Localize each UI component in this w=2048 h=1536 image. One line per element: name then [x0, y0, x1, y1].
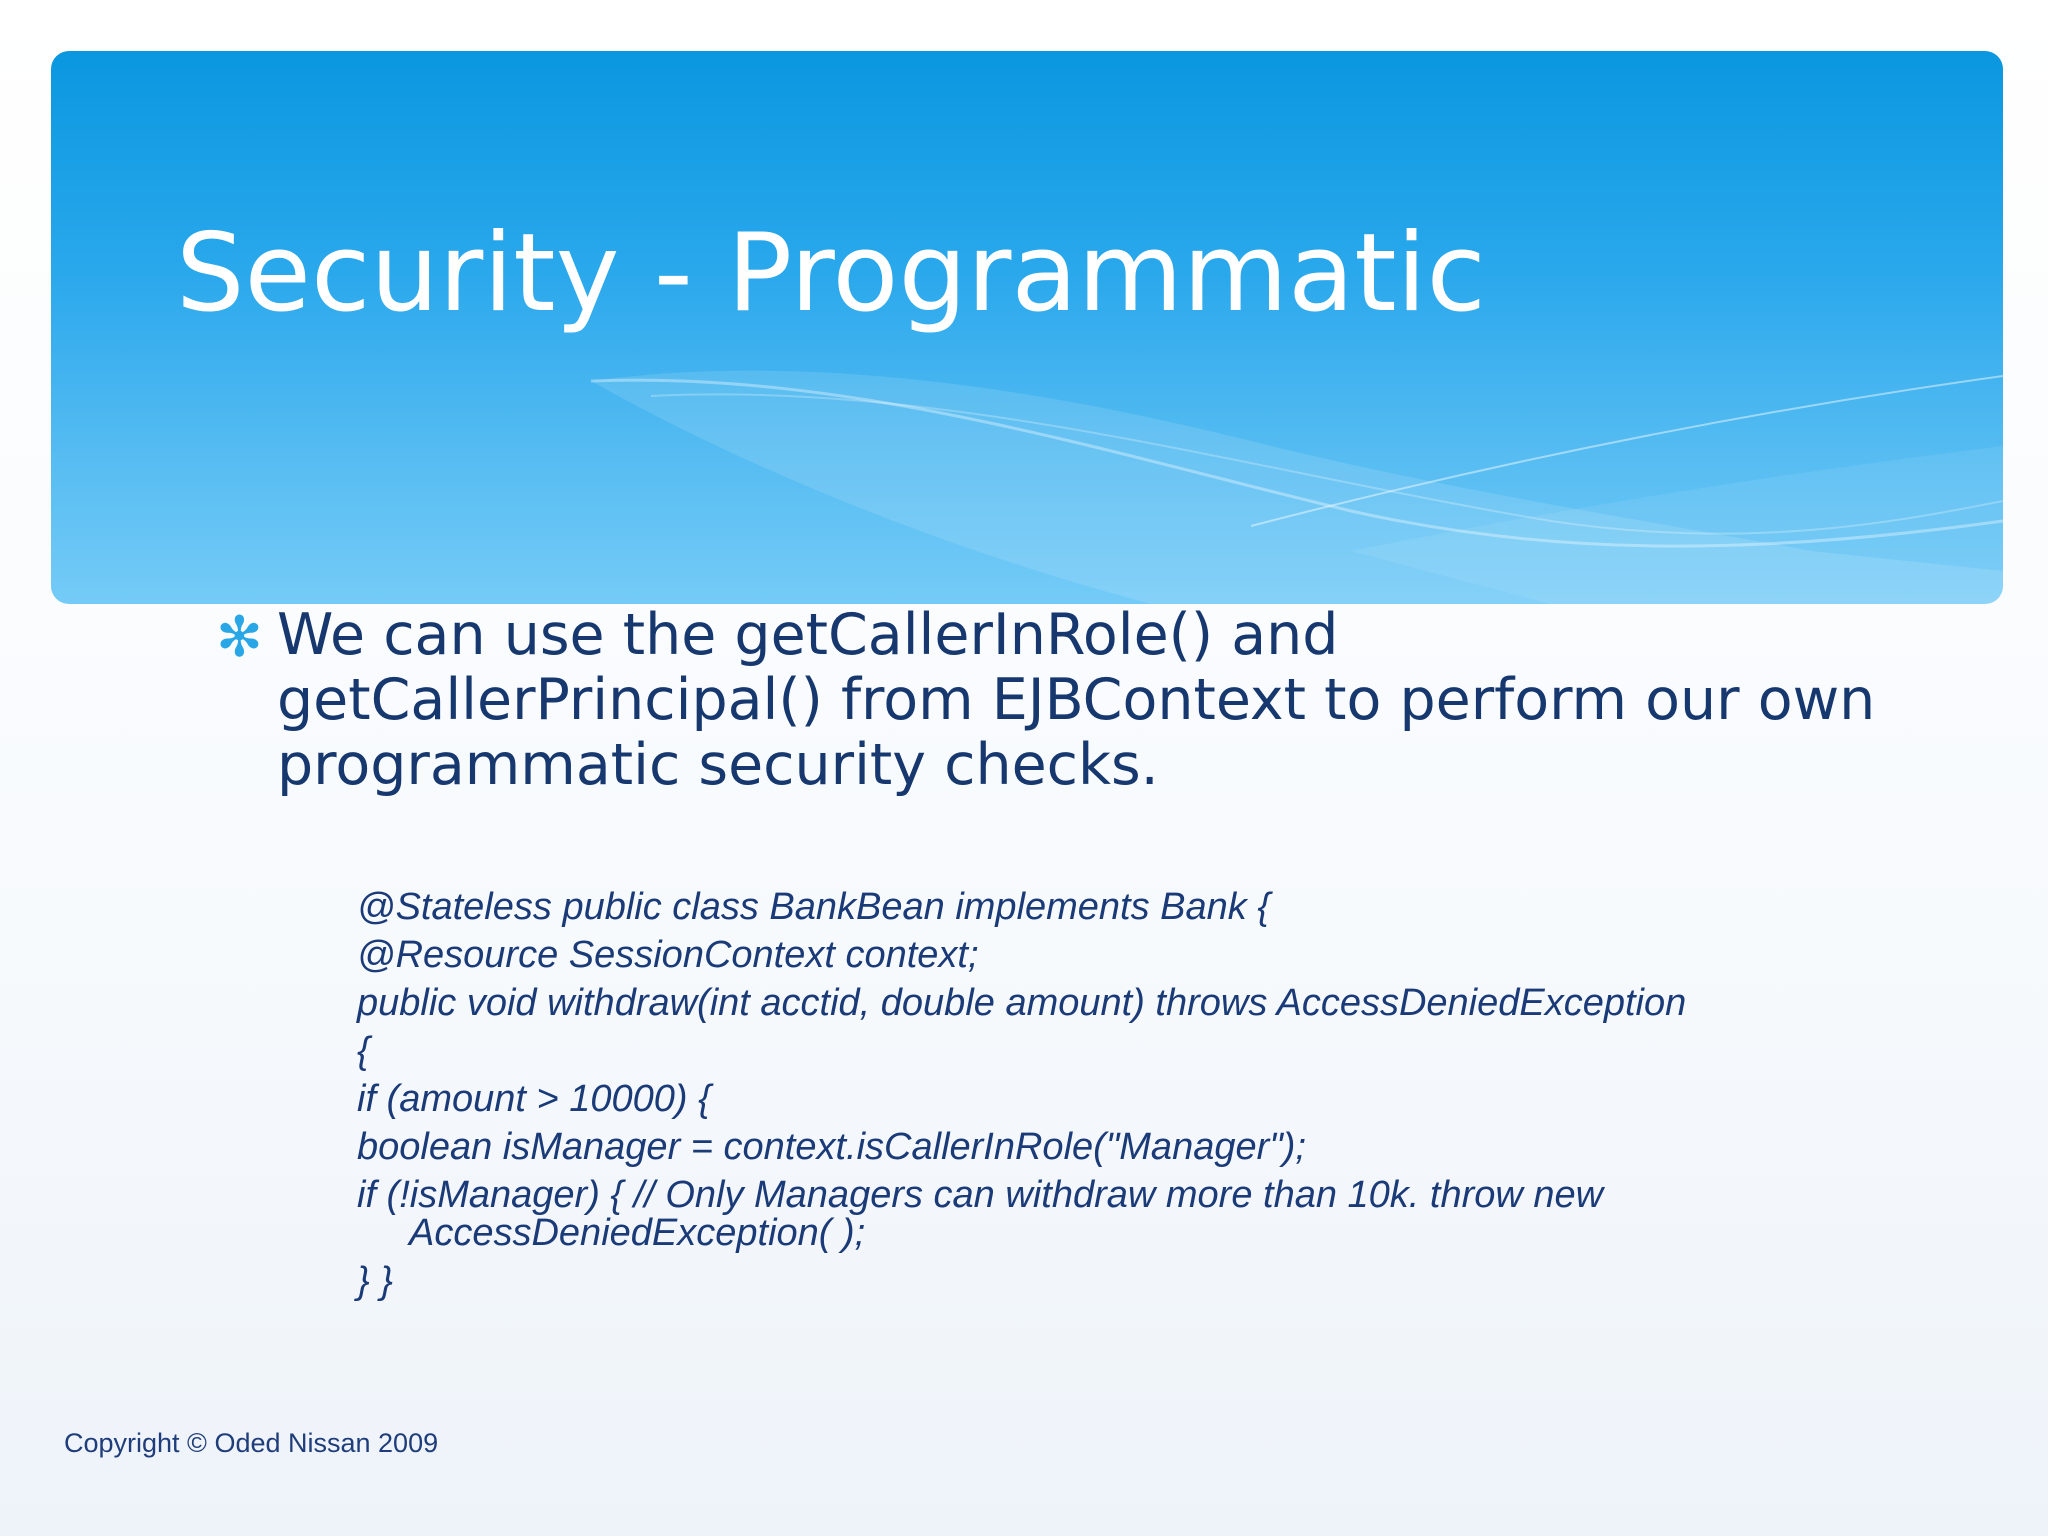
bullet-text: We can use the getCallerInRole() and getCallerPrincipal() from EJBContext to perform our own programmatic security checks. [277, 602, 1876, 798]
code-line: public void withdraw(int acctid, double amount) throws AccessDeniedException [357, 982, 1687, 1024]
code-line: if (!isManager) { // Only Managers can withdraw more than 10k. throw new [357, 1174, 1604, 1216]
code-line: { [357, 1030, 370, 1072]
code-line: @Resource SessionContext context; [357, 934, 979, 976]
copyright-footer: Copyright © Oded Nissan 2009 [64, 1428, 439, 1458]
slide-title: Security - Programmatic [176, 211, 1486, 336]
code-snippet [357, 888, 1857, 1310]
code-line: @Stateless public class BankBean implements Bank { [357, 886, 1271, 928]
code-line-wrapped [357, 1176, 1857, 1252]
header-band [51, 51, 2003, 604]
asterisk-bullet-icon: ✻ [216, 605, 263, 670]
code-line: boolean isManager = context.isCallerInRole("Manager"); [357, 1126, 1306, 1168]
code-line: if (amount > 10000) { [357, 1078, 711, 1120]
code-line: } } [357, 1260, 393, 1302]
code-line-continuation: AccessDeniedException( ); [409, 1212, 866, 1254]
